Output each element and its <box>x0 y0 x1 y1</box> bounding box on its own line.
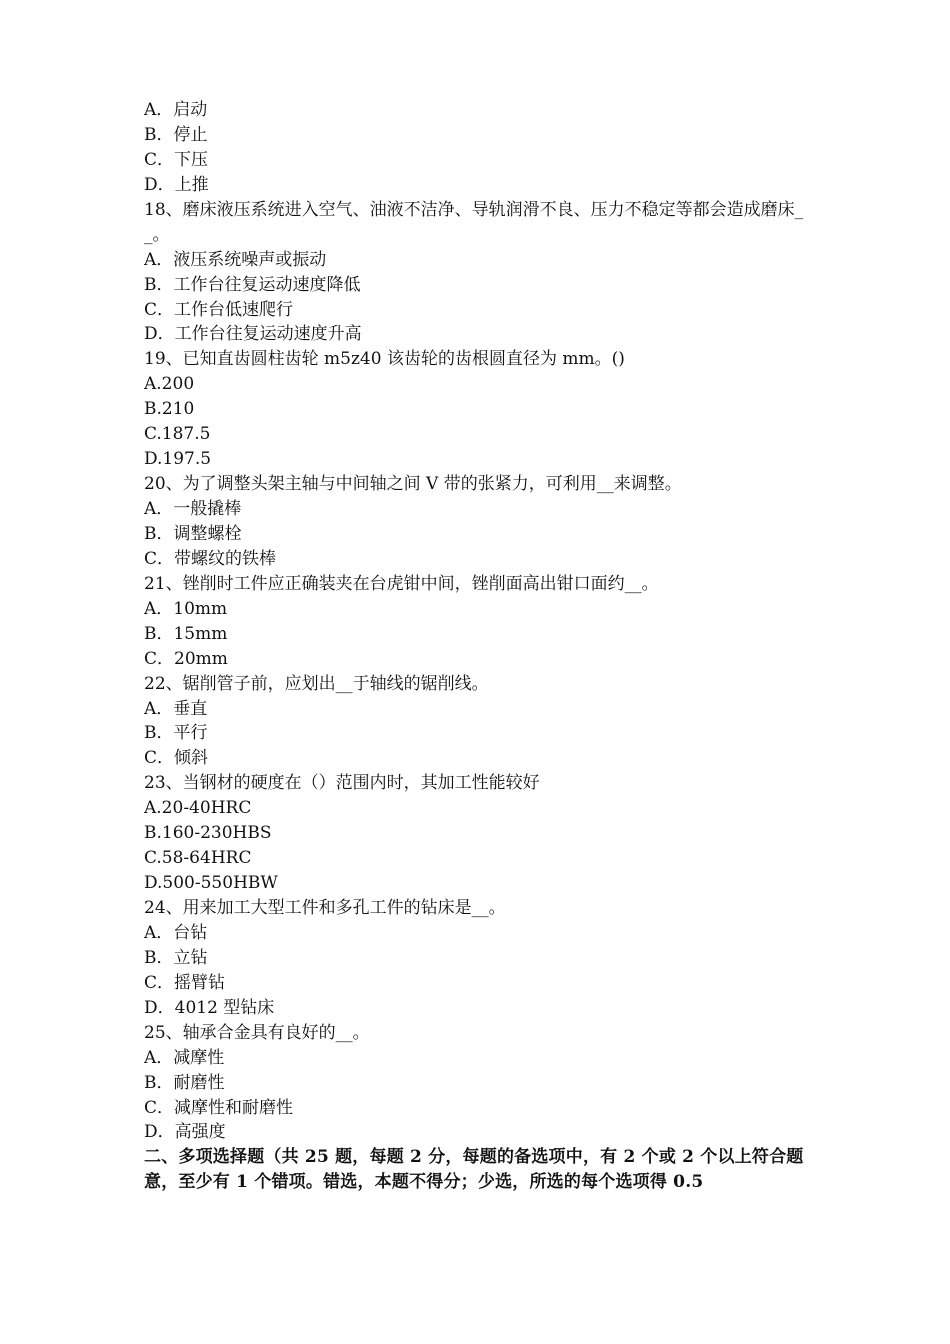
question-20-option-c: C．带螺纹的铁棒 <box>144 548 277 569</box>
question-19-title: 19、已知直齿圆柱齿轮 m5z40 该齿轮的齿根圆直径为 mm。() <box>144 349 625 370</box>
option-line: B．停止 <box>144 124 208 145</box>
question-23-title: 23、当钢材的硬度在（）范围内时，其加工性能较好 <box>144 773 540 794</box>
question-21-option-b: B．15mm <box>144 623 228 644</box>
question-24-option-c: C．摇臂钻 <box>144 972 226 993</box>
question-19-option-c: C.187.5 <box>144 424 211 445</box>
question-24-option-b: B．立钻 <box>144 947 208 968</box>
question-22-option-a: A．垂直 <box>144 698 208 719</box>
question-23-option-d: D.500-550HBW <box>144 873 278 894</box>
question-18-option-c: C．工作台低速爬行 <box>144 299 294 320</box>
question-25-option-b: B．耐磨性 <box>144 1072 225 1093</box>
question-20-title: 20、为了调整头架主轴与中间轴之间 V 带的张紧力，可利用__来调整。 <box>144 474 682 495</box>
question-24-title: 24、用来加工大型工件和多孔工件的钻床是__。 <box>144 898 506 919</box>
question-18-option-d: D．工作台往复运动速度升高 <box>144 324 362 345</box>
section-2-title: 二、多项选择题（共 25 题，每题 2 分，每题的备选项中，有 2 个或 2 个以上符合题意，至少有 1 个错项。错选，本题不得分；少选，所选的每个选项得 0.5 <box>144 1147 804 1193</box>
question-21-option-a: A．10mm <box>144 598 228 619</box>
option-line: C．下压 <box>144 149 209 170</box>
question-23-option-a: A.20-40HRC <box>144 798 252 819</box>
question-25-title: 25、轴承合金具有良好的__。 <box>144 1022 370 1043</box>
question-22-option-b: B．平行 <box>144 723 208 744</box>
question-18-title: 18、磨床液压系统进入空气、油液不洁净、导轨润滑不良、压力不稳定等都会造成磨床__。 <box>144 199 804 245</box>
document-content <box>144 98 816 1195</box>
question-23-option-c: C.58-64HRC <box>144 848 252 869</box>
question-21-title: 21、锉削时工件应正确装夹在台虎钳中间，锉削面高出钳口面约__。 <box>144 573 659 594</box>
question-25-option-a: A．减摩性 <box>144 1047 225 1068</box>
question-19-option-b: B.210 <box>144 399 195 420</box>
question-18-option-a: A．液压系统噪声或振动 <box>144 249 327 270</box>
question-20-option-a: A．一般撬棒 <box>144 499 242 520</box>
question-24-option-a: A．台钻 <box>144 922 208 943</box>
question-24-option-d: D．4012 型钻床 <box>144 997 275 1018</box>
question-23-option-b: B.160-230HBS <box>144 823 272 844</box>
question-19-option-a: A.200 <box>144 374 195 395</box>
option-line: A．启动 <box>144 100 208 120</box>
question-20-option-b: B．调整螺栓 <box>144 523 242 544</box>
question-25-option-c: C．减摩性和耐磨性 <box>144 1097 294 1118</box>
option-line: D．上推 <box>144 174 209 195</box>
question-21-option-c: C．20mm <box>144 648 228 669</box>
question-19-option-d: D.197.5 <box>144 449 212 470</box>
question-18-option-b: B．工作台往复运动速度降低 <box>144 274 361 295</box>
question-22-option-c: C．倾斜 <box>144 748 209 769</box>
question-25-option-d: D．高强度 <box>144 1122 226 1143</box>
question-22-title: 22、锯削管子前，应划出__于轴线的锯削线。 <box>144 673 489 694</box>
